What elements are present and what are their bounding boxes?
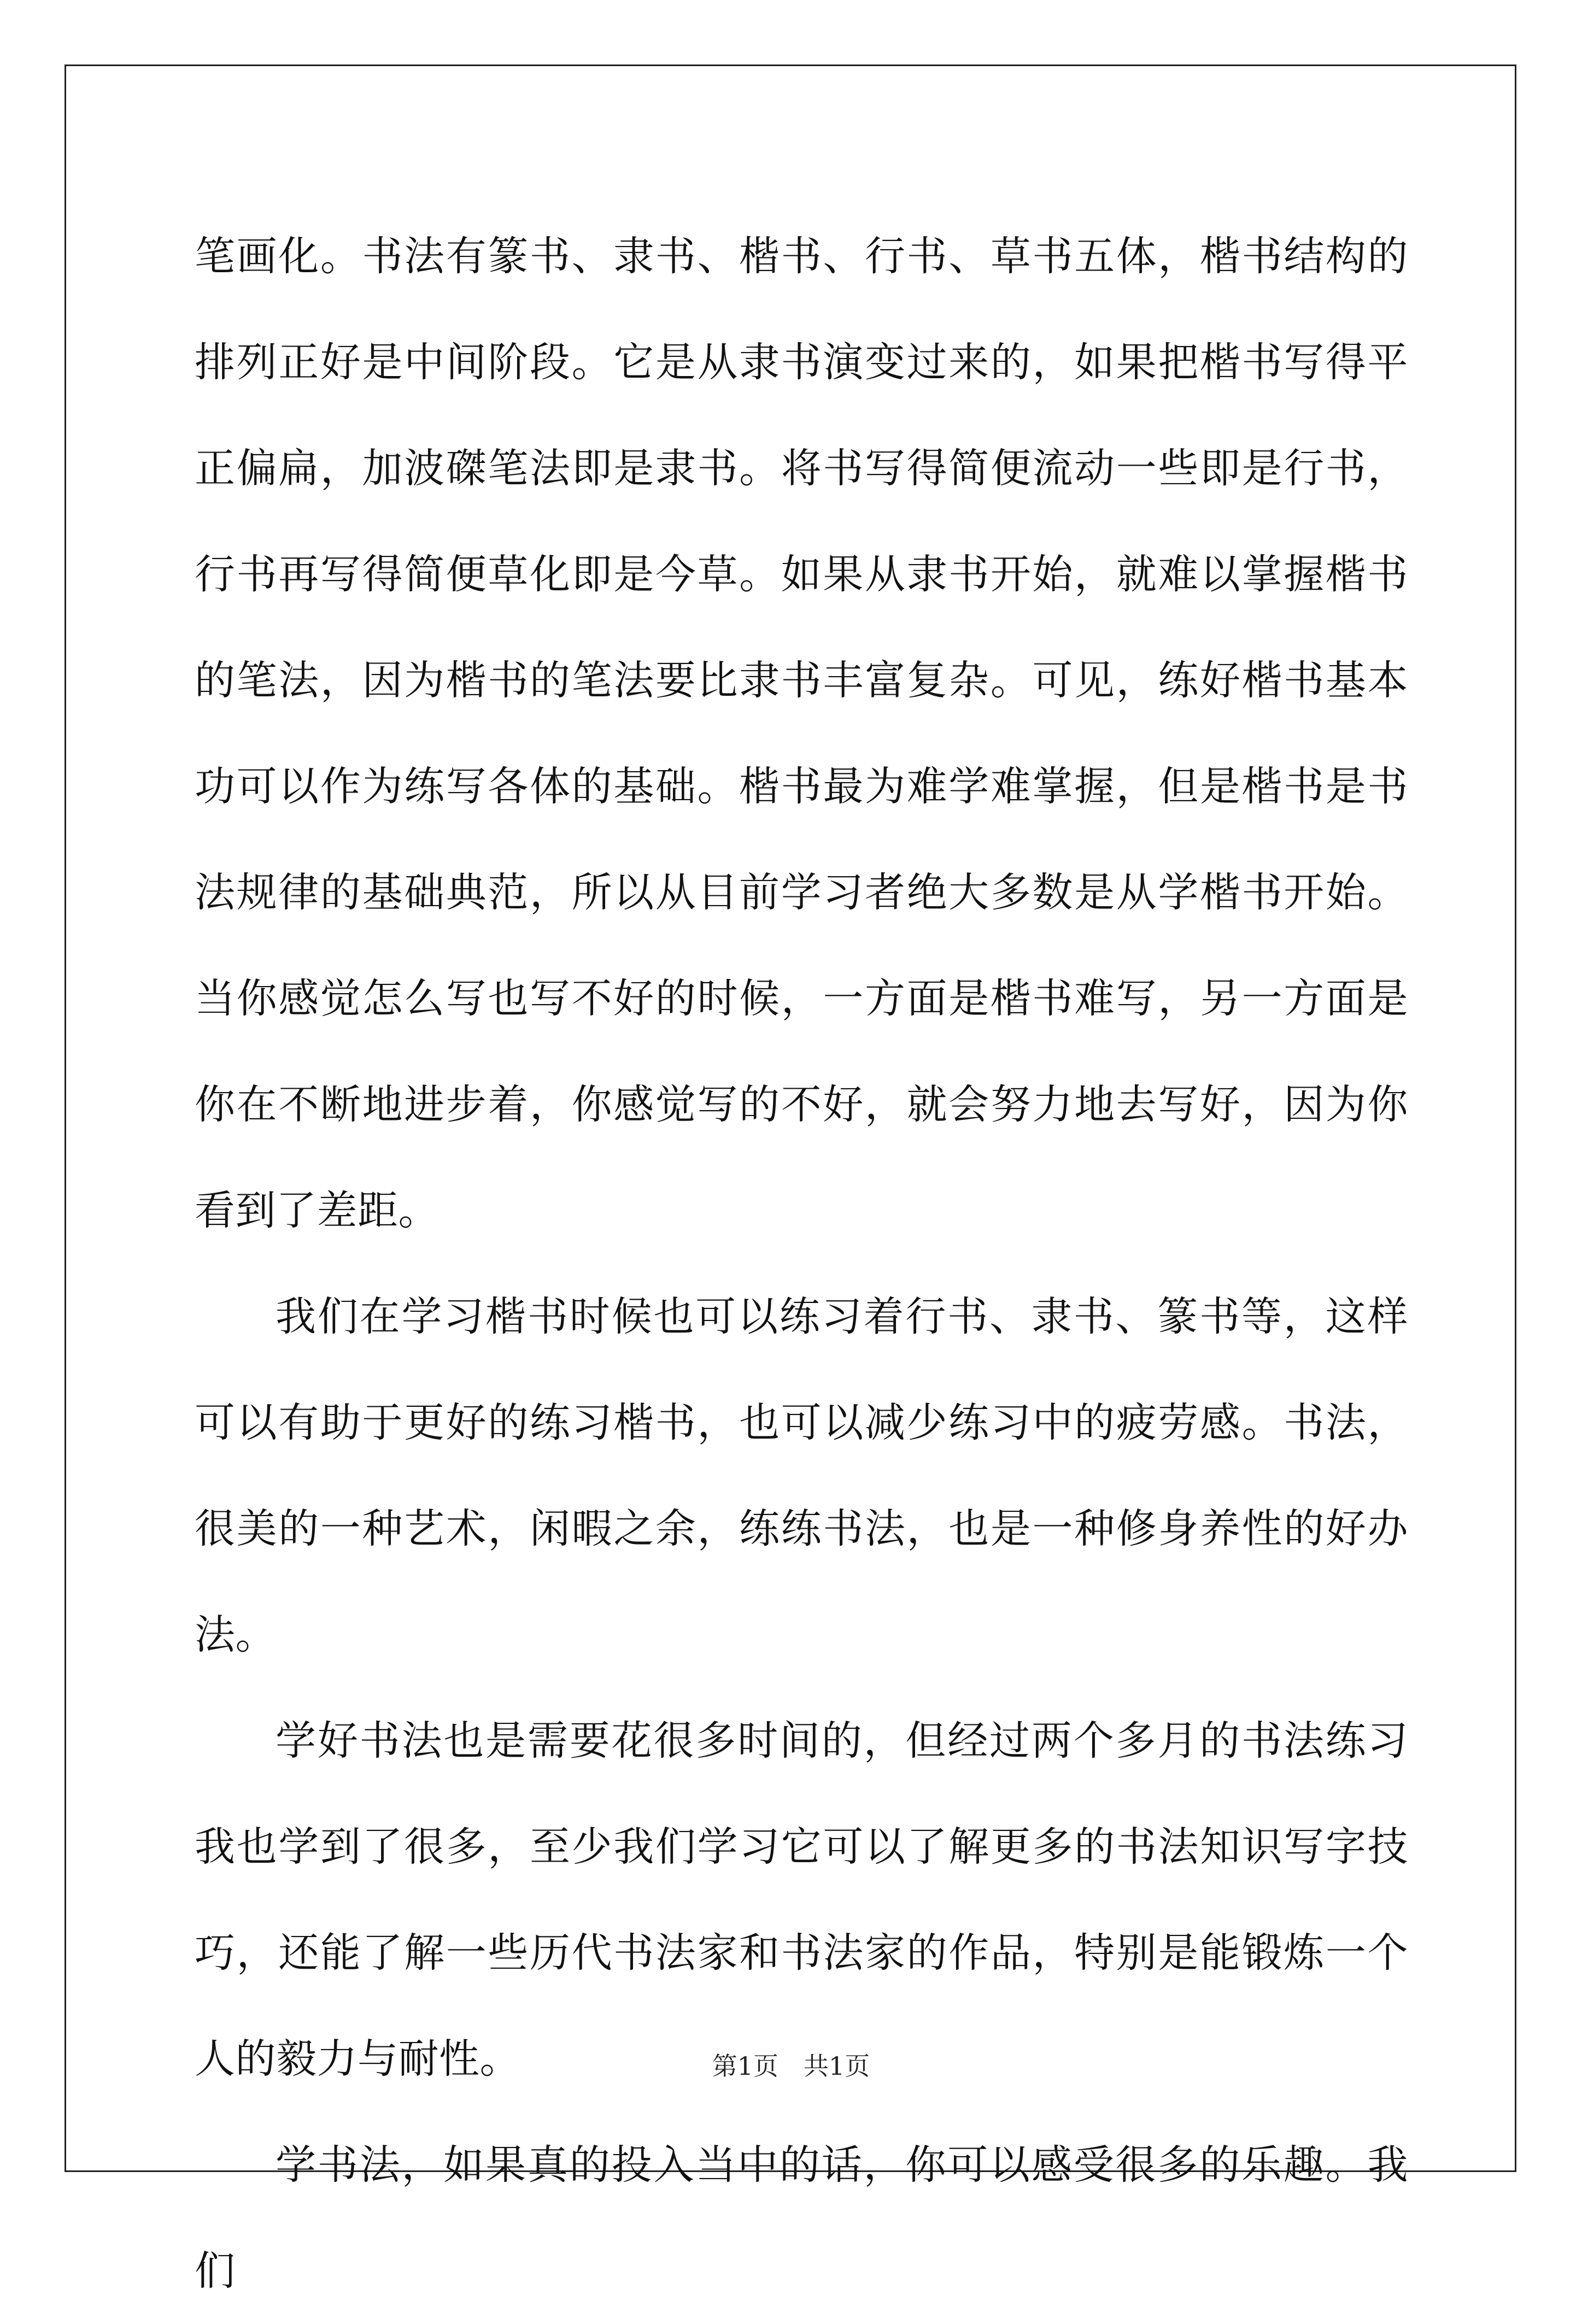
paragraph-2: 我们在学习楷书时候也可以练习着行书、隶书、篆书等，这样可以有助于更好的练习楷书，也可以减少练习中的疲劳感。书法，很美的一种艺术，闲暇之余，练练书法，也是一种修身养性的好办法。: [195, 1293, 1408, 1658]
page-number-footer: 第1页 共1页: [712, 2051, 870, 2081]
paragraph-3: 学好书法也是需要花很多时间的，但经过两个多月的书法练习我也学到了很多，至少我们学习它可以了解更多的书法知识写字技巧，还能了解一些历代书法家和书法家的作品，特别是能锻炼一个人的毅力与耐性。: [195, 1717, 1408, 2082]
paragraph-4: 学书法，如果真的投入当中的话，你可以感受很多的乐趣。我们: [195, 2141, 1408, 2294]
paragraph-1: 笔画化。书法有篆书、隶书、楷书、行书、草书五体，楷书结构的排列正好是中间阶段。它是从隶书演变过来的，如果把楷书写得平正偏扁，加波磔笔法即是隶书。将书写得简便流动一些即是行书，行书再写得简便草化即是今草。如果从隶书开始，就难以掌握楷书的笔法，因为楷书的笔法要比隶书丰富复杂。可见，练好楷书基本功可以作为练写各体的基础。楷书最为难学难掌握，但是楷书是书法规律的基础典范，所以从目前学习者绝大多数是从学楷书开始。当你感觉怎么写也写不好的时候，一方面是楷书难写，另一方面是你在不断地进步着，你感觉写的不好，就会努力地去写好，因为你看到了差距。: [195, 233, 1408, 1234]
document-body: [195, 203, 1408, 2324]
